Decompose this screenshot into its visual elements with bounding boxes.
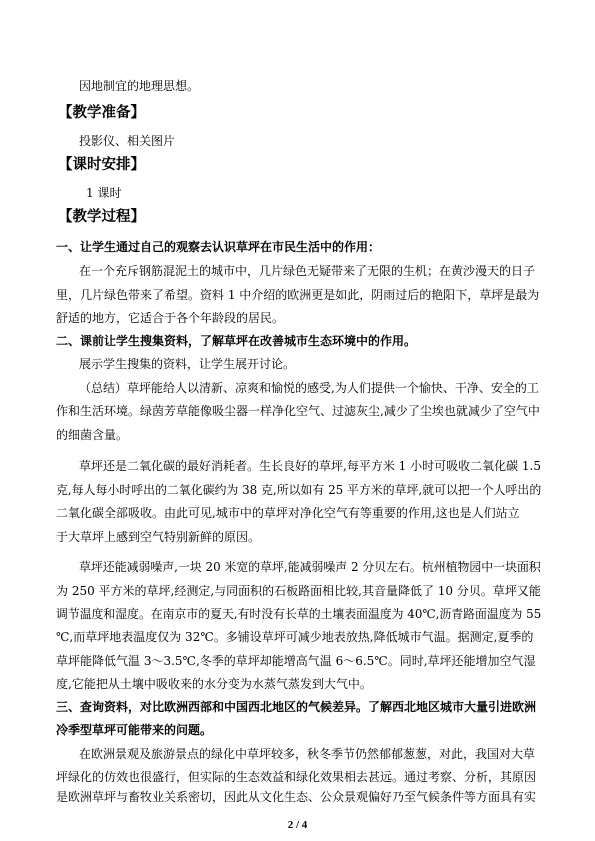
part2-title: 二、课前让学生搜集资料，了解草坪在改善城市生态环境中的作用。 <box>56 334 417 348</box>
part2-p3-line: 于大草坪上感到空气特别新鲜的原因。 <box>56 530 261 544</box>
part1-title: 一、让学生通过自己的观察去认识草坪在市民生活中的作用： <box>56 240 381 254</box>
schedule-text: 1 课时 <box>86 186 122 200</box>
part2-p4-line: 度,它能把从土壤中吸收来的水分变为水蒸气蒸发到大气中。 <box>56 677 372 691</box>
part3-line: 是欧洲草坪与畜牧业关系密切，因此从文化生态、公众景观偏好乃至气候条件等方面具有实 <box>56 790 537 804</box>
process-heading: 【教学过程】 <box>58 209 145 225</box>
part1-line: 在一个充斥钢筋混泥土的城市中，几片绿色无疑带来了无限的生机；在黄沙漫天的日子 <box>79 264 536 278</box>
part3-line: 坪绿化的仿效也很盛行，但实际的生态效益和绿化效果相去甚远。通过考察、分析，其原因 <box>56 770 537 784</box>
part3-title-line: 三、查询资料，对比欧洲西部和中国西北地区的气候差异。了解西北地区城市大量引进欧洲 <box>56 700 537 714</box>
part2-p4-line: ℃,而草坪地表温度仅为 32℃。多铺设草坪可减少地表放热,降低城市气温。据测定,夏季的 <box>56 630 534 644</box>
page-number: 2 / 4 <box>287 819 308 831</box>
part2-p3-line: 二氧化碳全部吸收。由此可见,城市中的草坪对净化空气有等重要的作用,这也是人们站立 <box>56 506 520 520</box>
part2-p3-line: 草坪还是二氧化碳的最好消耗者。生长良好的草坪,每平方米 1 小时可吸收二氧化碳 1.5 <box>79 459 541 473</box>
part2-p2-line: 作和生活环境。绿茵芳草能像吸尘器一样净化空气、过滤灰尘,减少了尘埃也就减少了空气中 <box>56 404 540 418</box>
part1-line: 舒适的地方，它适合于各个年龄段的居民。 <box>56 311 285 325</box>
schedule-heading: 【课时安排】 <box>58 157 145 173</box>
part2-p2-line: 的细菌含量。 <box>56 428 129 442</box>
part2-p4-line: 为 250 平方米的草坪,经测定,与同面积的石板路面相比较,其音量降低了 10 分贝。草坪又能 <box>56 584 541 598</box>
part2-p4-line: 草坪还能减弱噪声,一块 20 米宽的草坪,能减弱噪声 2 分贝左右。杭州植物园中一块面积 <box>79 560 541 574</box>
intro-tail-text: 因地制宜的地理思想。 <box>79 79 200 93</box>
part2-p3-line: 克,每人每小时呼出的二氧化碳约为 38 克,所以如有 25 平方米的草坪,就可以把一个人呼出的 <box>56 483 542 497</box>
part2-p4-line: 调节温度和湿度。在南京市的夏天,有时没有长草的土壤表面温度为 40℃,沥青路面温度为 55 <box>56 607 542 621</box>
part2-p1-line: 展示学生搜集的资料，让学生展开讨论。 <box>79 357 296 371</box>
prep-heading: 【教学准备】 <box>58 105 145 121</box>
part3-line: 在欧洲景观及旅游景点的绿化中草坪较多，秋冬季节仍然郁郁葱葱，对此，我国对大草 <box>79 747 536 761</box>
part2-p4-line: 草坪能降低气温 3～3.5℃,冬季的草坪却能增高气温 6～6.5℃。同时,草坪还能增加空气湿 <box>56 654 536 668</box>
prep-text: 投影仪、相关图片 <box>79 134 176 148</box>
part1-line: 里，几片绿色带来了希望。资料 1 中介绍的欧洲更是如此，阴雨过后的艳阳下，草坪是最为 <box>56 288 540 302</box>
part2-p2-line: （总结）草坪能给人以清新、凉爽和愉悦的感受,为人们提供一个愉快、干净、安全的工 <box>79 381 539 395</box>
part3-title-line: 冷季型草坪可能带来的问题。 <box>56 723 213 737</box>
